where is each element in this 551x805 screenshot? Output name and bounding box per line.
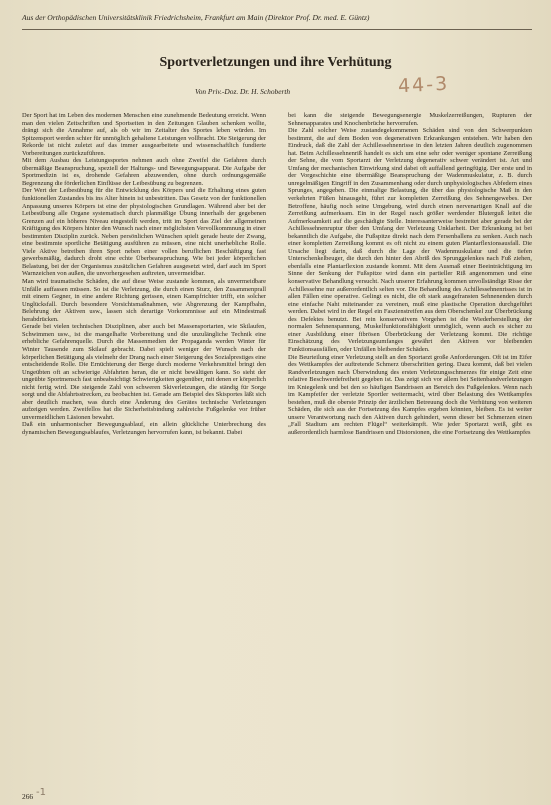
paragraph: Daß ein unharmonischer Bewegungsablauf, ein allein glückliche Unterbrechung des dynamischen Bewegungsablaufes, Verletzungen hervorrufen kann, ist bekannt. Dabei — [22, 421, 266, 436]
page-hand-mark: -1 — [36, 787, 46, 798]
paragraph: Gerade bei vielen technischen Disziplinen, aber auch bei Massensportarten, wie Skilaufen, Schwimmen usw., ist die mangelhafte Vorbereitung und die unzulängliche Technik eine erhebliche Gefahrenquelle. Durch die Massenmedien der Propaganda werden Winter für Winter Tausende zum Skilauf gebracht. Dabei spielt weniger der Wunsch nach der körperlichen Betätigung als vielmehr der Drang nach einer Steigerung des Sozialprestiges eine entscheidende Rolle. Die Ernüchterung der Berge durch moderne Verkehrsmittel bringt den Ungeübten oft an schwierige Abfahrten heran, die er nicht bewältigen kann. So sieht der ungeübte Sportmensch fast unbeabsichtigt Schwierigkeiten gegenüber, mit denen er körperlich nicht fertig wird. Die steigende Zahl von schweren Skiverletzungen, die ständig für Sorge sorgt und die Abfahrtsstrecken, zu beobachten ist. Gerade am Beispiel des Skisportes läßt sich aber deutlich machen, was durch eine Änderung des Gerätes technische Verletzungen aufzeigen werden. Zweifellos hat die Sicherheitsbindung zahlreiche Fußgelenke vor früher unvermeidlichen Läsionen bewahrt. — [22, 323, 266, 421]
paragraph: Man wird traumatische Schäden, die auf diese Weise zustande kommen, als unvermeidbare Unfälle auffassen müssen. So ist die Verletzung, die durch einen Sturz, den Zusammenprall mit einem Gegner, in eine andere Richtung gerissen, einen Kampfrichter trifft, ein solcher Unglücksfall. Durch besondere Vorsichtsmaßnahmen, wie Abgrenzung der Kampfbahn, Belehrung der Aktiven usw., lassen sich derartige Vorkommnisse auf ein Mindestmaß herabdrücken. — [22, 278, 266, 323]
paragraph: Die Beurteilung einer Verletzung stellt an den Sportarzt große Anforderungen. Oft ist im Eifer des Wettkampfes der auftretende Schmerz überschritten gering. Dazu kommt, daß bei vielen Randverletzungen nach Überwindung des ersten Verletzungsschmerzes für einige Zeit eine relative Beschwerdefreiheit gegeben ist. Das zeigt sich vor allem bei Seitenbandverletzungen im Kniegelenk und bei den so häufigen Bandrissen an Bereich des Fußgelenkes. Wenn nach im Kampfeifer der verletzte Sportler weitermacht, wird über Belastung des Wettkampfes bestehen, muß die oberste Prinzip der ärztlichen Betreuung doch die Verhütung von weiteren Schäden, die sich aus der Fortsetzung des Kampfes ergeben könnten, bleiben. Es ist weiter unsere Verantwortung nach den Aktiven durch gehindert, wenn dieser bei Schmerzen einen „Fall Stadium am rechten Flügel“ weiterkämpft. Wie jeder Sportarzt weiß, gibt es außerordentlich harmlose Bandrissen und Distorsionen, die eine Fortsetzung des Wettkampfes — [288, 353, 532, 436]
paragraph: Der Sport hat im Leben des modernen Menschen eine zunehmende Bedeutung erreicht. Wenn man den vielen Zeitschriften und Sportseiten in den Zeitungen Glauben schenken wollte, drängt sich die Annahme auf, als ob wir im Zeitalter des Sportes leben würden. Im Spitzensport werden schier für unmöglich gehaltene Leistungen vollbracht. Die Steigerung der Rekorde ist nicht zuletzt auf das immer ausgearbeitete und wissenschaftlich fundierte Vorbereitungen zurückzuführen. — [22, 112, 266, 157]
right-column — [288, 112, 532, 780]
left-column — [22, 112, 266, 780]
handwritten-note: 44-3 — [397, 72, 450, 98]
institute-header: Aus der Orthopädischen Universitätsklinik Friedrichsheim, Frankfurt am Main (Direktor Prof. Dr. med. E. Güntz) — [22, 13, 370, 22]
article-byline: Von Priv.-Doz. Dr. H. Schoberth — [195, 87, 291, 96]
paragraph: Die Zahl solcher Weise zustandegekommenen Schäden sind von den Schwerpunkten bestimmt, die auf dem Boden von degenerativen Erkrankungen entstehen. Wir haben den Eindruck, daß die Zahl der Achillessehnenrisse in den letzten Jahren deutlich zugenommen hat. Beim Achillessehnenriß handelt es sich um eine sehr oder weniger spontane Zerreißung der Sehne, die vom Sportarzt der Verletzung degenerativ schwer verändert ist. Art und Umfang der mechanischen Einwirkung sind dabei oft auffallend geringfügig. Der erste und in der Vorgeschichte eine übermäßige Beanspruchung der Wadenmuskulatur, z. B. durch unregelmäßigen Eingriff in den Zusammenhang oder durch unphysiologisches Abfedern eines Sprunges, angegeben. Die einmalige Belastung, die über das physiologische Maß in den verkehrten Füßen hinausgeht, führt zur kompletten Zerreißung des Sehnengewebes. Der Betroffene, häufig noch seine Umgebung, wird durch einen nervenartigen Knall auf die Zerreißung aufmerksam. Ein in der Regel rasch größer werdender Bluterguß leitet die Aufmerksamkeit auf die geschädigte Stelle. Interessanterweise bestreitet aber gerade bei der Achillessehnenruptur über den Umfang der Verletzung Unklarheit. Der Erkrankung ist bei bekanntlich die Aufgabe, die Fußspitze direkt nach dem Fersenballens zu senken. Auch nach einer kompletten Zerreißung kommt es oft nicht zu einem guten Plantarflexionsausfall. Die Ursache liegt darin, daß durch die Lage der Wadenmuskulatur und die tiefen Unterschenkelbeuger, die durch den hinter den Abriß des Sprunggelenkes nach Fuß ziehen, ebenfalls eine Plantarflexion zustande kommt. Mit dem Ausmaß einer Beeinträchtigung im Sinne der Senkung der Fußspitze wird dann ein partieller Riß angenommen und eine konservative Behandlung versucht. Nach unserer Erfahrung kommen unvollständige Risse der Achillessehne nur außerordentlich selten vor. Die Behandlung des Achillessehnenrisses ist in allen Fällen eine operative. Gelingt es nicht, die oft stark ausgefransten Sehnenenden durch eine einfache Naht miteinander zu vereinen, muß eine plastische Operation durchgeführt werden. Dabei wird in der Regel ein Faszienstreifen aus dem Oberschenkel zur Überbrückung des Defektes benutzt. Bei rein konservativem Vorgehen ist die Wiederherstellung der normalen Sehnenspannung, Muskelfunktionsfähigkeit unmöglich, wenn auch es sicher zu einer Ausbildung einer fibrösen Überbrückung der Verletzung kommt. Die richtige Einschätzung des Verletzungsumfanges gewährt den Aktiven vor bleibenden Funktionsausfällen, oder Unfällen bleibender Schäden. — [288, 127, 532, 353]
paragraph: Mit dem Ausbau des Leistungssportes nehmen auch ohne Zweifel die Gefahren durch übermäßige Beanspruchung, speziell der Haltungs- und Bewegungsapparat. Die Aufgabe der Sportmedizin ist es, drohende Gefahren abzuwenden, ohne durch ordnungsgemäße Begrenzung die förderlichen Einflüsse der Leibesübung zu begrenzen. — [22, 157, 266, 187]
paragraph: bei kann die steigende Bewegungsenergie Muskelzerreißungen, Rupturen der Sehnenapparates und Knochenbrüche hervorrufen. — [288, 112, 532, 127]
paragraph: Der Wert der Leibesübung für die Entwicklung des Körpers und die Erhaltung eines guten funktionellen Zustandes bis ins Alter hinein ist unbestritten. Das Gesetz von der funktionellen Anpassung unseres Körpers ist eine der physiologischen Grundlagen. Während aber bei der Leibesübung alle Organe systematisch durch planmäßige Übung innerhalb der gegebenen Grenzen auf ein höheres Niveau eingestellt werden, tritt im Sport das Ziel der allgemeinen Kräftigung des Körpers hinter den Wunsch nach einer möglichsten Vervollkommnung in einer bestimmten Disziplin zurück. Neben persönlichen Wünschen spielt gerade heute der Zwang, eine bestimmte sportliche Betätigung ausführen zu müssen, eine nicht unerhebliche Rolle. Viele Aktive betreiben ihren Sport neben einer vollen beruflichen Beschäftigung fast gewerbsmäßig, dadurch droht eine echte Überbeanspruchung. Wie bei jeder körperlichen Belastung, bei der der Organismus zusätzlichen Gefahren ausgesetzt wird, darf auch im Sport Warnzeichen von außen, die unvorhergesehen auftreten, unvermeidbar. — [22, 187, 266, 278]
page-number: 266 — [22, 792, 34, 801]
header-divider — [22, 29, 532, 30]
article-title: Sportverletzungen und ihre Verhütung — [159, 55, 392, 70]
